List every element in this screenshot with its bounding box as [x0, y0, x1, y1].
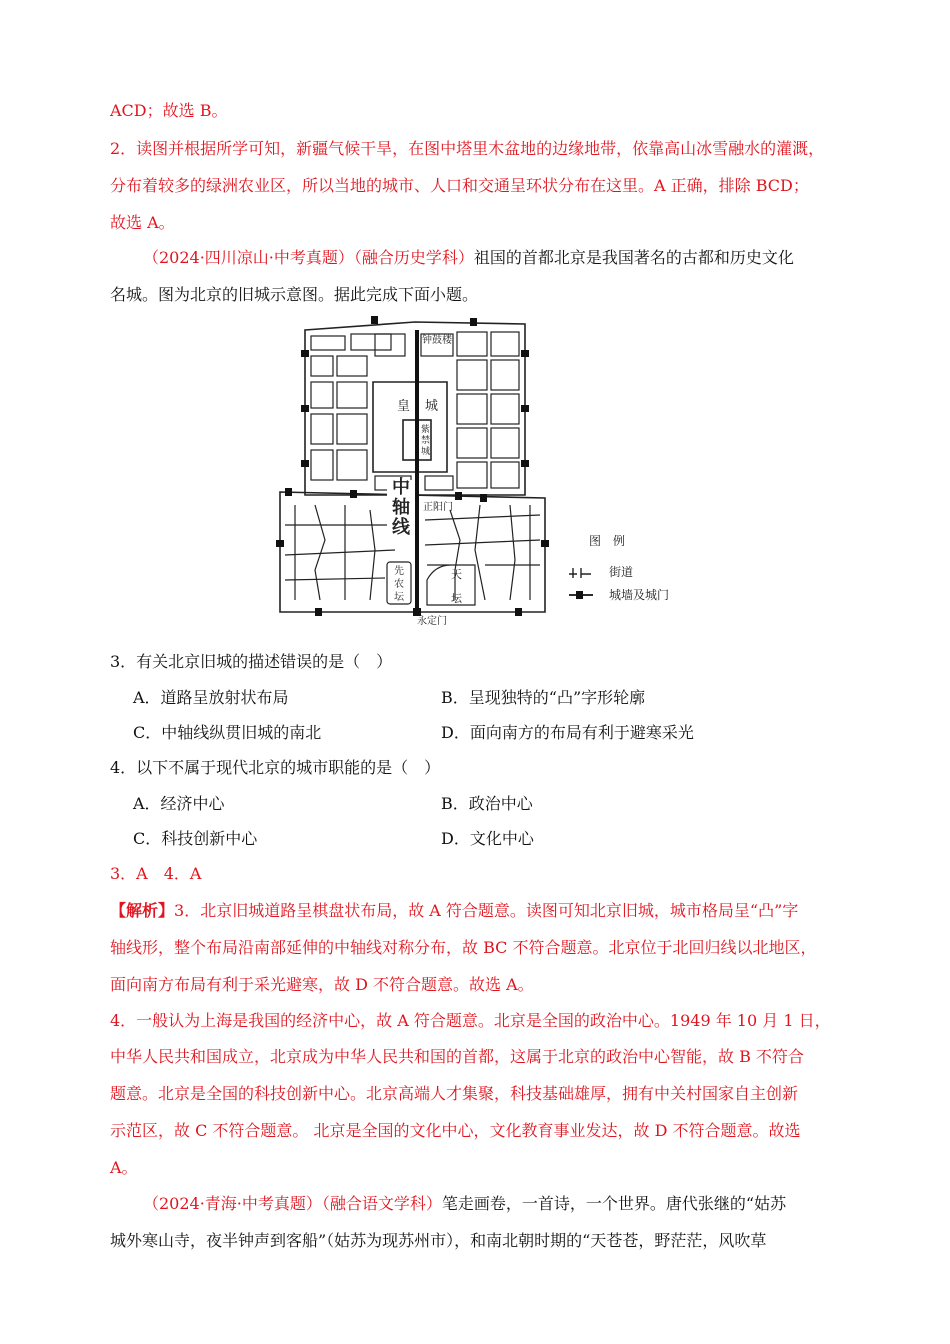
q4-option-a: A．经济中心 [133, 794, 225, 813]
next-intro-line-2: 城外寒山寺，夜半钟声到客船”（姑苏为现苏州市），和南北朝时期的“天苍苍，野茫茫，风吹草 [110, 1231, 767, 1250]
label-xian: 线 [392, 517, 410, 538]
analysis-line-4: 4．一般认为上海是我国的经济中心，故 A 符合题意。北京是全国的政治中心。1949 年 10 月 1 日， [110, 1011, 831, 1030]
answers-line: 3．A 4．A [110, 864, 202, 883]
analysis-line-7: 示范区，故 C 不符合题意。 北京是全国的文化中心，文化教育事业发达，故 D 不符合题意。故选 [110, 1121, 801, 1140]
source-tag: （2024·四川凉山·中考真题）（融合历史学科） [143, 248, 474, 267]
next-intro-text: 笔走画卷，一首诗，一个世界。唐代张继的“姑苏 [441, 1194, 787, 1213]
q3-option-c: C．中轴线纵贯旧城的南北 [133, 723, 322, 742]
q3-option-a: A．道路呈放射状布局 [133, 688, 289, 707]
imperial-city-outline [373, 382, 447, 472]
legend-wall-label: 城墙及城门 [609, 588, 670, 602]
label-tan-tan: 坛 [394, 592, 404, 603]
analysis-line-5: 中华人民共和国成立，北京成为中华人民共和国的首都，这属于北京的政治中心智能，故 B 不符合 [110, 1047, 804, 1066]
label-zhengyangmen: 正阳门 [423, 502, 453, 513]
question-intro-line-1 [143, 248, 794, 268]
label-huang: 皇 [397, 399, 411, 414]
analysis-line-3: 面向南方布局有利于采光避寒，故 D 不符合题意。故选 A。 [110, 975, 534, 994]
analysis-line-6: 题意。北京是全国的科技创新中心。北京高端人才集聚，科技基础雄厚，拥有中关村国家自主创新 [110, 1084, 799, 1103]
label-nong-tan: 农 [394, 579, 404, 590]
q4-option-d: D．文化中心 [441, 829, 534, 848]
analysis-tag: 【解析】 [110, 901, 175, 920]
analysis-line-1 [110, 901, 798, 921]
next-intro-line-1 [143, 1194, 786, 1214]
label-zhou: 轴 [392, 497, 410, 518]
answer-line-3: 分布着较多的绿洲农业区，所以当地的城市、人口和交通呈环状分布在这里。A 正确，排除 BCD； [110, 176, 809, 195]
label-zi: 紫 [421, 425, 431, 435]
q4-option-c: C．科技创新中心 [133, 829, 258, 848]
analysis-line-8: A。 [110, 1158, 138, 1177]
q3-option-d: D．面向南方的布局有利于避寒采光 [441, 723, 694, 742]
legend-street-label: 街道 [609, 565, 634, 579]
q3-option-b: B．呈现独特的“凸”字形轮廓 [441, 688, 646, 707]
legend-street-symbol [569, 568, 591, 578]
legend-title: 图 例 [589, 534, 626, 548]
label-cheng2: 城 [421, 447, 431, 457]
next-source-tag: （2024·青海·中考真题）（融合语文学科） [143, 1194, 442, 1213]
q3-stem: 3．有关北京旧城的描述错误的是（ ） [110, 652, 393, 671]
label-zhong: 中 [392, 477, 410, 498]
q4-option-b: B．政治中心 [441, 794, 533, 813]
label-xian-tan: 先 [394, 566, 404, 577]
answer-line-2: 2．读图并根据所学可知，新疆气候干旱，在图中塔里木盆地的边缘地带，依靠高山冰雪融水的灌溉， [110, 139, 825, 158]
question-intro-line-2: 名城。图为北京的旧城示意图。据此完成下面小题。 [110, 285, 479, 304]
analysis-line-2: 轴线形，整个布局沿南部延伸的中轴线对称分布，故 BC 不符合题意。北京位于北回归线以北地区， [110, 938, 817, 957]
intro-text: 祖国的首都北京是我国著名的古都和历史文化 [473, 248, 794, 267]
answer-line-4: 故选 A。 [110, 213, 175, 232]
label-tan: 坛 [451, 592, 462, 605]
label-tian: 天 [451, 568, 462, 581]
label-yongdingmen: 永定门 [417, 616, 447, 627]
analysis-a1: 3．北京旧城道路呈棋盘状布局，故 A 符合题意。读图可知北京旧城，城市格局呈“凸”字 [174, 901, 799, 920]
answer-line-1: ACD；故选 B。 [110, 101, 228, 120]
label-cheng: 城 [425, 399, 439, 414]
beijing-old-city-map [275, 310, 695, 630]
label-jin: 禁 [421, 436, 431, 446]
q4-stem: 4．以下不属于现代北京的城市职能的是（ ） [110, 758, 441, 777]
label-zhonggulou: 钟鼓楼 [422, 335, 452, 346]
